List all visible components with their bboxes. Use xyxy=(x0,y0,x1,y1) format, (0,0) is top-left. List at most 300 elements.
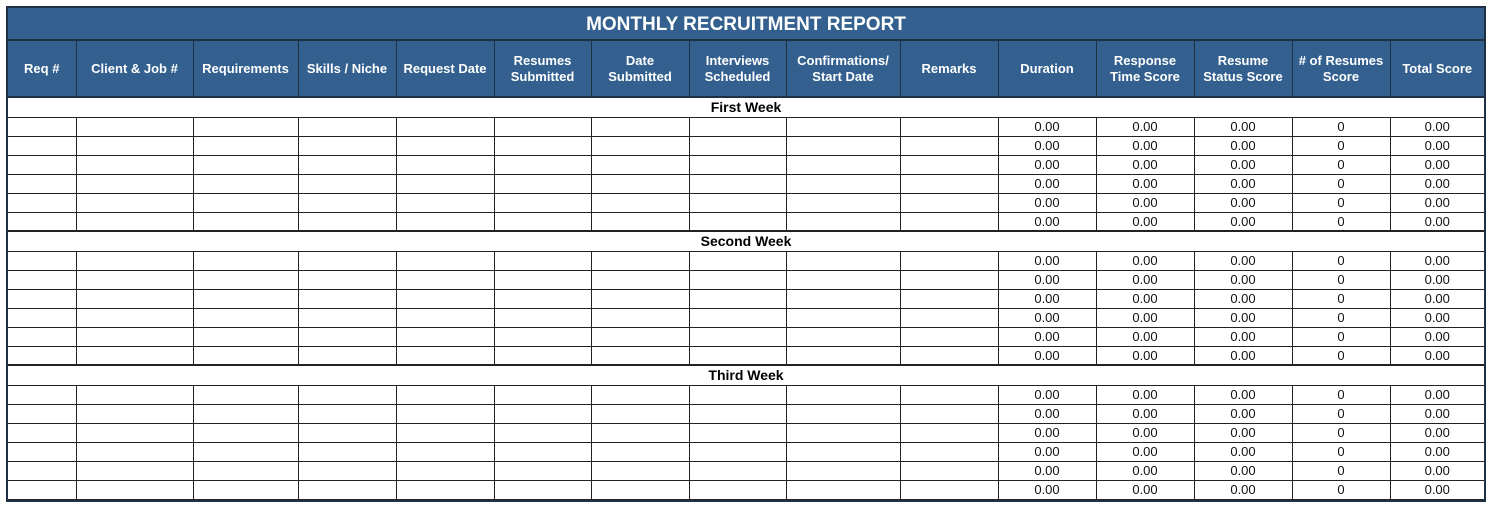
resume-status-score-cell[interactable]: 0.00 xyxy=(1194,155,1292,174)
client-job-cell[interactable] xyxy=(76,327,193,346)
response-time-score-cell[interactable]: 0.00 xyxy=(1096,270,1194,289)
resumes-submitted-cell[interactable] xyxy=(494,270,591,289)
interviews-scheduled-cell[interactable] xyxy=(689,155,786,174)
skills-niche-cell[interactable] xyxy=(298,461,396,480)
requirements-cell[interactable] xyxy=(193,289,298,308)
requirements-cell[interactable] xyxy=(193,385,298,404)
total-score-cell[interactable]: 0.00 xyxy=(1390,404,1484,423)
col-header-remarks[interactable]: Remarks xyxy=(900,41,998,97)
resume-status-score-cell[interactable]: 0.00 xyxy=(1194,289,1292,308)
req-cell[interactable] xyxy=(8,385,76,404)
col-header-request-date[interactable]: Request Date xyxy=(396,41,494,97)
requirements-cell[interactable] xyxy=(193,480,298,499)
skills-niche-cell[interactable] xyxy=(298,270,396,289)
total-score-cell[interactable]: 0.00 xyxy=(1390,346,1484,365)
table-row xyxy=(8,346,1484,365)
skills-niche-cell[interactable] xyxy=(298,289,396,308)
total-score-cell[interactable]: 0.00 xyxy=(1390,212,1484,231)
req-cell[interactable] xyxy=(8,480,76,499)
remarks-cell[interactable] xyxy=(900,136,998,155)
date-submitted-cell[interactable] xyxy=(591,136,689,155)
resume-status-score-cell[interactable]: 0.00 xyxy=(1194,308,1292,327)
interviews-scheduled-cell[interactable] xyxy=(689,480,786,499)
remarks-cell[interactable] xyxy=(900,155,998,174)
remarks-cell[interactable] xyxy=(900,212,998,231)
resume-status-score-cell[interactable]: 0.00 xyxy=(1194,251,1292,270)
date-submitted-cell[interactable] xyxy=(591,404,689,423)
col-header-date-submitted[interactable]: Date Submitted xyxy=(591,41,689,97)
remarks-cell[interactable] xyxy=(900,117,998,136)
resume-status-score-cell[interactable]: 0.00 xyxy=(1194,270,1292,289)
confirmations-start-date-cell[interactable] xyxy=(786,155,900,174)
client-job-cell[interactable] xyxy=(76,136,193,155)
duration-cell[interactable]: 0.00 xyxy=(998,136,1096,155)
skills-niche-cell[interactable] xyxy=(298,174,396,193)
confirmations-start-date-cell[interactable] xyxy=(786,174,900,193)
resume-status-score-cell[interactable]: 0.00 xyxy=(1194,423,1292,442)
confirmations-start-date-cell[interactable] xyxy=(786,193,900,212)
confirmations-start-date-cell[interactable] xyxy=(786,212,900,231)
req-cell[interactable] xyxy=(8,346,76,365)
request-date-cell[interactable] xyxy=(396,385,494,404)
skills-niche-cell[interactable] xyxy=(298,212,396,231)
request-date-cell[interactable] xyxy=(396,136,494,155)
resume-status-score-cell[interactable]: 0.00 xyxy=(1194,346,1292,365)
table-row xyxy=(8,327,1484,346)
remarks-cell[interactable] xyxy=(900,461,998,480)
req-cell[interactable] xyxy=(8,308,76,327)
request-date-cell[interactable] xyxy=(396,480,494,499)
interviews-scheduled-cell[interactable] xyxy=(689,117,786,136)
col-header-requirements[interactable]: Requirements xyxy=(193,41,298,97)
response-time-score-cell[interactable]: 0.00 xyxy=(1096,193,1194,212)
interviews-scheduled-cell[interactable] xyxy=(689,270,786,289)
total-score-cell[interactable]: 0.00 xyxy=(1390,251,1484,270)
col-header-total-score[interactable]: Total Score xyxy=(1390,41,1484,97)
remarks-cell[interactable] xyxy=(900,442,998,461)
resumes-score-cell[interactable]: 0 xyxy=(1292,423,1390,442)
date-submitted-cell[interactable] xyxy=(591,308,689,327)
requirements-cell[interactable] xyxy=(193,346,298,365)
resume-status-score-cell[interactable]: 0.00 xyxy=(1194,442,1292,461)
recruitment-report-sheet xyxy=(6,6,1486,502)
request-date-cell[interactable] xyxy=(396,174,494,193)
req-cell[interactable] xyxy=(8,193,76,212)
table-row xyxy=(8,461,1484,480)
resumes-submitted-cell[interactable] xyxy=(494,480,591,499)
remarks-cell[interactable] xyxy=(900,289,998,308)
req-cell[interactable] xyxy=(8,212,76,231)
request-date-cell[interactable] xyxy=(396,270,494,289)
client-job-cell[interactable] xyxy=(76,212,193,231)
confirmations-start-date-cell[interactable] xyxy=(786,385,900,404)
total-score-cell[interactable]: 0.00 xyxy=(1390,193,1484,212)
col-header-confirmations-start-date[interactable]: Confirmations/ Start Date xyxy=(786,41,900,97)
week-section-row xyxy=(8,365,1484,385)
recruitment-table xyxy=(8,41,1484,500)
resume-status-score-cell[interactable]: 0.00 xyxy=(1194,193,1292,212)
response-time-score-cell[interactable]: 0.00 xyxy=(1096,480,1194,499)
client-job-cell[interactable] xyxy=(76,404,193,423)
week-label: Third Week xyxy=(8,365,1484,385)
interviews-scheduled-cell[interactable] xyxy=(689,212,786,231)
skills-niche-cell[interactable] xyxy=(298,308,396,327)
client-job-cell[interactable] xyxy=(76,423,193,442)
client-job-cell[interactable] xyxy=(76,193,193,212)
request-date-cell[interactable] xyxy=(396,442,494,461)
date-submitted-cell[interactable] xyxy=(591,251,689,270)
total-score-cell[interactable]: 0.00 xyxy=(1390,423,1484,442)
total-score-cell[interactable]: 0.00 xyxy=(1390,461,1484,480)
col-header-response-time-score[interactable]: Response Time Score xyxy=(1096,41,1194,97)
resumes-submitted-cell[interactable] xyxy=(494,117,591,136)
table-row xyxy=(8,270,1484,289)
duration-cell[interactable]: 0.00 xyxy=(998,251,1096,270)
req-cell[interactable] xyxy=(8,442,76,461)
skills-niche-cell[interactable] xyxy=(298,480,396,499)
remarks-cell[interactable] xyxy=(900,174,998,193)
confirmations-start-date-cell[interactable] xyxy=(786,251,900,270)
remarks-cell[interactable] xyxy=(900,480,998,499)
skills-niche-cell[interactable] xyxy=(298,327,396,346)
total-score-cell[interactable]: 0.00 xyxy=(1390,480,1484,499)
total-score-cell[interactable]: 0.00 xyxy=(1390,270,1484,289)
col-header-req[interactable]: Req # xyxy=(8,41,76,97)
duration-cell[interactable]: 0.00 xyxy=(998,480,1096,499)
resumes-submitted-cell[interactable] xyxy=(494,423,591,442)
resumes-submitted-cell[interactable] xyxy=(494,251,591,270)
total-score-cell[interactable]: 0.00 xyxy=(1390,327,1484,346)
client-job-cell[interactable] xyxy=(76,155,193,174)
interviews-scheduled-cell[interactable] xyxy=(689,385,786,404)
skills-niche-cell[interactable] xyxy=(298,193,396,212)
response-time-score-cell[interactable]: 0.00 xyxy=(1096,289,1194,308)
interviews-scheduled-cell[interactable] xyxy=(689,308,786,327)
request-date-cell[interactable] xyxy=(396,461,494,480)
confirmations-start-date-cell[interactable] xyxy=(786,289,900,308)
duration-cell[interactable]: 0.00 xyxy=(998,212,1096,231)
req-cell[interactable] xyxy=(8,174,76,193)
resumes-submitted-cell[interactable] xyxy=(494,308,591,327)
request-date-cell[interactable] xyxy=(396,404,494,423)
response-time-score-cell[interactable]: 0.00 xyxy=(1096,346,1194,365)
resumes-submitted-cell[interactable] xyxy=(494,327,591,346)
resumes-score-cell[interactable]: 0 xyxy=(1292,251,1390,270)
client-job-cell[interactable] xyxy=(76,117,193,136)
date-submitted-cell[interactable] xyxy=(591,212,689,231)
req-cell[interactable] xyxy=(8,136,76,155)
resumes-score-cell[interactable]: 0 xyxy=(1292,480,1390,499)
response-time-score-cell[interactable]: 0.00 xyxy=(1096,442,1194,461)
remarks-cell[interactable] xyxy=(900,270,998,289)
resumes-submitted-cell[interactable] xyxy=(494,385,591,404)
confirmations-start-date-cell[interactable] xyxy=(786,480,900,499)
resumes-score-cell[interactable]: 0 xyxy=(1292,289,1390,308)
resumes-submitted-cell[interactable] xyxy=(494,346,591,365)
resumes-score-cell[interactable]: 0 xyxy=(1292,136,1390,155)
col-header-interviews-scheduled[interactable]: Interviews Scheduled xyxy=(689,41,786,97)
requirements-cell[interactable] xyxy=(193,404,298,423)
duration-cell[interactable]: 0.00 xyxy=(998,385,1096,404)
duration-cell[interactable]: 0.00 xyxy=(998,461,1096,480)
req-cell[interactable] xyxy=(8,461,76,480)
req-cell[interactable] xyxy=(8,404,76,423)
duration-cell[interactable]: 0.00 xyxy=(998,155,1096,174)
confirmations-start-date-cell[interactable] xyxy=(786,423,900,442)
request-date-cell[interactable] xyxy=(396,155,494,174)
resumes-submitted-cell[interactable] xyxy=(494,174,591,193)
date-submitted-cell[interactable] xyxy=(591,480,689,499)
remarks-cell[interactable] xyxy=(900,346,998,365)
resume-status-score-cell[interactable]: 0.00 xyxy=(1194,174,1292,193)
confirmations-start-date-cell[interactable] xyxy=(786,404,900,423)
requirements-cell[interactable] xyxy=(193,423,298,442)
interviews-scheduled-cell[interactable] xyxy=(689,174,786,193)
request-date-cell[interactable] xyxy=(396,193,494,212)
total-score-cell[interactable]: 0.00 xyxy=(1390,174,1484,193)
skills-niche-cell[interactable] xyxy=(298,423,396,442)
resumes-submitted-cell[interactable] xyxy=(494,461,591,480)
client-job-cell[interactable] xyxy=(76,270,193,289)
resumes-score-cell[interactable]: 0 xyxy=(1292,346,1390,365)
col-header-resume-status-score[interactable]: Resume Status Score xyxy=(1194,41,1292,97)
resume-status-score-cell[interactable]: 0.00 xyxy=(1194,461,1292,480)
table-row xyxy=(8,289,1484,308)
date-submitted-cell[interactable] xyxy=(591,442,689,461)
total-score-cell[interactable]: 0.00 xyxy=(1390,136,1484,155)
req-cell[interactable] xyxy=(8,117,76,136)
req-cell[interactable] xyxy=(8,270,76,289)
requirements-cell[interactable] xyxy=(193,442,298,461)
date-submitted-cell[interactable] xyxy=(591,461,689,480)
table-row xyxy=(8,442,1484,461)
client-job-cell[interactable] xyxy=(76,461,193,480)
confirmations-start-date-cell[interactable] xyxy=(786,327,900,346)
duration-cell[interactable]: 0.00 xyxy=(998,404,1096,423)
resumes-score-cell[interactable]: 0 xyxy=(1292,327,1390,346)
col-header-resumes-submitted[interactable]: Resumes Submitted xyxy=(494,41,591,97)
requirements-cell[interactable] xyxy=(193,155,298,174)
requirements-cell[interactable] xyxy=(193,308,298,327)
col-header-skills-niche[interactable]: Skills / Niche xyxy=(298,41,396,97)
date-submitted-cell[interactable] xyxy=(591,346,689,365)
remarks-cell[interactable] xyxy=(900,327,998,346)
request-date-cell[interactable] xyxy=(396,308,494,327)
confirmations-start-date-cell[interactable] xyxy=(786,117,900,136)
requirements-cell[interactable] xyxy=(193,251,298,270)
remarks-cell[interactable] xyxy=(900,193,998,212)
response-time-score-cell[interactable]: 0.00 xyxy=(1096,155,1194,174)
skills-niche-cell[interactable] xyxy=(298,442,396,461)
interviews-scheduled-cell[interactable] xyxy=(689,346,786,365)
client-job-cell[interactable] xyxy=(76,289,193,308)
resume-status-score-cell[interactable]: 0.00 xyxy=(1194,404,1292,423)
table-row xyxy=(8,404,1484,423)
interviews-scheduled-cell[interactable] xyxy=(689,442,786,461)
client-job-cell[interactable] xyxy=(76,251,193,270)
total-score-cell[interactable]: 0.00 xyxy=(1390,289,1484,308)
date-submitted-cell[interactable] xyxy=(591,423,689,442)
request-date-cell[interactable] xyxy=(396,289,494,308)
skills-niche-cell[interactable] xyxy=(298,117,396,136)
interviews-scheduled-cell[interactable] xyxy=(689,289,786,308)
date-submitted-cell[interactable] xyxy=(591,289,689,308)
resumes-score-cell[interactable]: 0 xyxy=(1292,385,1390,404)
resume-status-score-cell[interactable]: 0.00 xyxy=(1194,117,1292,136)
skills-niche-cell[interactable] xyxy=(298,251,396,270)
duration-cell[interactable]: 0.00 xyxy=(998,174,1096,193)
resumes-submitted-cell[interactable] xyxy=(494,289,591,308)
requirements-cell[interactable] xyxy=(193,212,298,231)
confirmations-start-date-cell[interactable] xyxy=(786,270,900,289)
col-header-duration[interactable]: Duration xyxy=(998,41,1096,97)
req-cell[interactable] xyxy=(8,423,76,442)
resumes-submitted-cell[interactable] xyxy=(494,136,591,155)
confirmations-start-date-cell[interactable] xyxy=(786,346,900,365)
week-label: Second Week xyxy=(8,231,1484,251)
skills-niche-cell[interactable] xyxy=(298,385,396,404)
response-time-score-cell[interactable]: 0.00 xyxy=(1096,174,1194,193)
requirements-cell[interactable] xyxy=(193,174,298,193)
skills-niche-cell[interactable] xyxy=(298,136,396,155)
response-time-score-cell[interactable]: 0.00 xyxy=(1096,136,1194,155)
table-row xyxy=(8,212,1484,231)
confirmations-start-date-cell[interactable] xyxy=(786,308,900,327)
client-job-cell[interactable] xyxy=(76,308,193,327)
date-submitted-cell[interactable] xyxy=(591,385,689,404)
client-job-cell[interactable] xyxy=(76,174,193,193)
response-time-score-cell[interactable]: 0.00 xyxy=(1096,251,1194,270)
remarks-cell[interactable] xyxy=(900,385,998,404)
resumes-score-cell[interactable]: 0 xyxy=(1292,212,1390,231)
interviews-scheduled-cell[interactable] xyxy=(689,404,786,423)
duration-cell[interactable]: 0.00 xyxy=(998,308,1096,327)
req-cell[interactable] xyxy=(8,289,76,308)
resumes-score-cell[interactable]: 0 xyxy=(1292,308,1390,327)
duration-cell[interactable]: 0.00 xyxy=(998,423,1096,442)
remarks-cell[interactable] xyxy=(900,404,998,423)
col-header-client-job[interactable]: Client & Job # xyxy=(76,41,193,97)
resume-status-score-cell[interactable]: 0.00 xyxy=(1194,327,1292,346)
requirements-cell[interactable] xyxy=(193,270,298,289)
response-time-score-cell[interactable]: 0.00 xyxy=(1096,404,1194,423)
confirmations-start-date-cell[interactable] xyxy=(786,442,900,461)
client-job-cell[interactable] xyxy=(76,346,193,365)
resumes-score-cell[interactable]: 0 xyxy=(1292,174,1390,193)
duration-cell[interactable]: 0.00 xyxy=(998,327,1096,346)
remarks-cell[interactable] xyxy=(900,251,998,270)
response-time-score-cell[interactable]: 0.00 xyxy=(1096,327,1194,346)
response-time-score-cell[interactable]: 0.00 xyxy=(1096,308,1194,327)
resumes-score-cell[interactable]: 0 xyxy=(1292,442,1390,461)
skills-niche-cell[interactable] xyxy=(298,155,396,174)
client-job-cell[interactable] xyxy=(76,385,193,404)
req-cell[interactable] xyxy=(8,251,76,270)
requirements-cell[interactable] xyxy=(193,193,298,212)
total-score-cell[interactable]: 0.00 xyxy=(1390,155,1484,174)
duration-cell[interactable]: 0.00 xyxy=(998,289,1096,308)
client-job-cell[interactable] xyxy=(76,480,193,499)
col-header-resumes-score[interactable]: # of Resumes Score xyxy=(1292,41,1390,97)
date-submitted-cell[interactable] xyxy=(591,117,689,136)
date-submitted-cell[interactable] xyxy=(591,270,689,289)
requirements-cell[interactable] xyxy=(193,117,298,136)
table-row xyxy=(8,136,1484,155)
resume-status-score-cell[interactable]: 0.00 xyxy=(1194,212,1292,231)
confirmations-start-date-cell[interactable] xyxy=(786,461,900,480)
table-row xyxy=(8,117,1484,136)
resume-status-score-cell[interactable]: 0.00 xyxy=(1194,480,1292,499)
response-time-score-cell[interactable]: 0.00 xyxy=(1096,117,1194,136)
interviews-scheduled-cell[interactable] xyxy=(689,327,786,346)
duration-cell[interactable]: 0.00 xyxy=(998,270,1096,289)
requirements-cell[interactable] xyxy=(193,136,298,155)
duration-cell[interactable]: 0.00 xyxy=(998,117,1096,136)
resumes-submitted-cell[interactable] xyxy=(494,404,591,423)
request-date-cell[interactable] xyxy=(396,251,494,270)
request-date-cell[interactable] xyxy=(396,212,494,231)
request-date-cell[interactable] xyxy=(396,327,494,346)
resumes-score-cell[interactable]: 0 xyxy=(1292,117,1390,136)
interviews-scheduled-cell[interactable] xyxy=(689,136,786,155)
total-score-cell[interactable]: 0.00 xyxy=(1390,117,1484,136)
interviews-scheduled-cell[interactable] xyxy=(689,193,786,212)
remarks-cell[interactable] xyxy=(900,308,998,327)
resumes-score-cell[interactable]: 0 xyxy=(1292,404,1390,423)
resumes-submitted-cell[interactable] xyxy=(494,442,591,461)
req-cell[interactable] xyxy=(8,327,76,346)
date-submitted-cell[interactable] xyxy=(591,174,689,193)
resumes-score-cell[interactable]: 0 xyxy=(1292,461,1390,480)
total-score-cell[interactable]: 0.00 xyxy=(1390,308,1484,327)
resumes-submitted-cell[interactable] xyxy=(494,193,591,212)
total-score-cell[interactable]: 0.00 xyxy=(1390,385,1484,404)
date-submitted-cell[interactable] xyxy=(591,327,689,346)
skills-niche-cell[interactable] xyxy=(298,404,396,423)
response-time-score-cell[interactable]: 0.00 xyxy=(1096,461,1194,480)
resumes-score-cell[interactable]: 0 xyxy=(1292,155,1390,174)
request-date-cell[interactable] xyxy=(396,346,494,365)
skills-niche-cell[interactable] xyxy=(298,346,396,365)
requirements-cell[interactable] xyxy=(193,327,298,346)
response-time-score-cell[interactable]: 0.00 xyxy=(1096,212,1194,231)
interviews-scheduled-cell[interactable] xyxy=(689,251,786,270)
resumes-submitted-cell[interactable] xyxy=(494,212,591,231)
requirements-cell[interactable] xyxy=(193,461,298,480)
duration-cell[interactable]: 0.00 xyxy=(998,193,1096,212)
response-time-score-cell[interactable]: 0.00 xyxy=(1096,423,1194,442)
request-date-cell[interactable] xyxy=(396,423,494,442)
resumes-submitted-cell[interactable] xyxy=(494,155,591,174)
resumes-score-cell[interactable]: 0 xyxy=(1292,193,1390,212)
duration-cell[interactable]: 0.00 xyxy=(998,346,1096,365)
duration-cell[interactable]: 0.00 xyxy=(998,442,1096,461)
date-submitted-cell[interactable] xyxy=(591,193,689,212)
client-job-cell[interactable] xyxy=(76,442,193,461)
date-submitted-cell[interactable] xyxy=(591,155,689,174)
resume-status-score-cell[interactable]: 0.00 xyxy=(1194,136,1292,155)
interviews-scheduled-cell[interactable] xyxy=(689,461,786,480)
resume-status-score-cell[interactable]: 0.00 xyxy=(1194,385,1292,404)
response-time-score-cell[interactable]: 0.00 xyxy=(1096,385,1194,404)
total-score-cell[interactable]: 0.00 xyxy=(1390,442,1484,461)
req-cell[interactable] xyxy=(8,155,76,174)
request-date-cell[interactable] xyxy=(396,117,494,136)
confirmations-start-date-cell[interactable] xyxy=(786,136,900,155)
remarks-cell[interactable] xyxy=(900,423,998,442)
resumes-score-cell[interactable]: 0 xyxy=(1292,270,1390,289)
interviews-scheduled-cell[interactable] xyxy=(689,423,786,442)
